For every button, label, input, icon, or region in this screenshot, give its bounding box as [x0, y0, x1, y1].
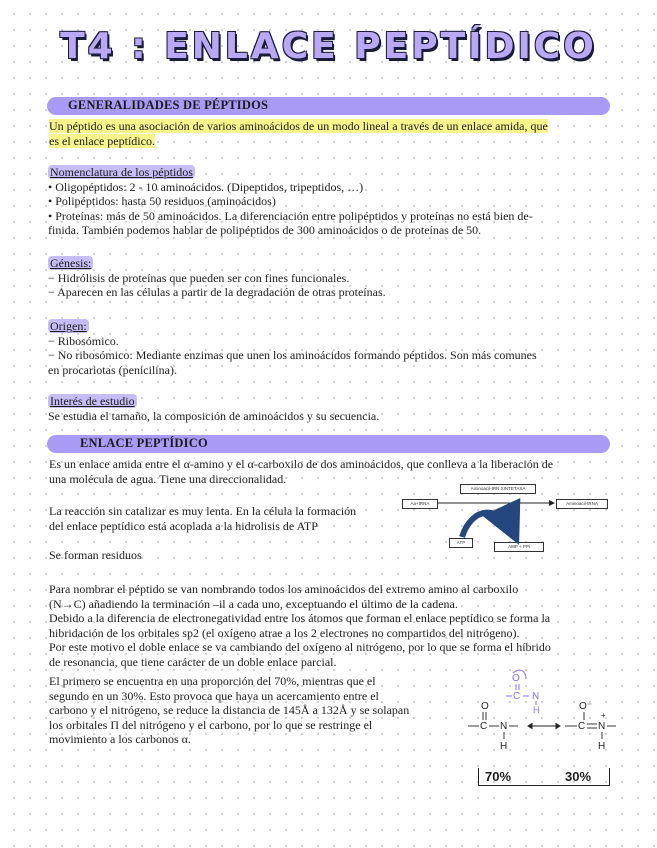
resonance-line-4: los orbitales Π del nitrógeno y el carbono, por lo que se restringe el: [49, 717, 373, 732]
enlace-intro: [49, 457, 553, 486]
origen-line-1: − Ribosómico.: [48, 333, 119, 348]
body-line-5: Por este motivo el doble enlace se va cambiando del oxígeno al nitrógeno, por lo que se forma el híbrido: [49, 640, 551, 654]
enlace-body: [49, 582, 551, 669]
s2-n: N: [598, 721, 606, 732]
body-line-3: Debido a la diferencia de electronegatividad entre los átomos que forman el enlace peptídico se forma la: [49, 611, 551, 625]
sketch-o: O: [512, 673, 520, 684]
reaction-line-1: La reacción sin catalizar es muy lenta. En la célula la formación: [49, 504, 357, 518]
reaction-text: [49, 504, 356, 533]
interes-block: [48, 394, 379, 423]
atp-label: ATP: [449, 538, 473, 548]
resonance-line-2: segundo en un 30%. Esto provoca que haya un acercamiento entre el: [49, 688, 379, 703]
nomenclatura-block: [48, 165, 533, 238]
s1-o: O: [481, 701, 489, 712]
genesis-heading: Génesis:: [50, 256, 92, 270]
origen-block: [48, 319, 537, 377]
resonance-arrow-icon: [528, 724, 560, 729]
residuos-text: Se forman residuos: [49, 548, 142, 562]
interes-line-1: Se estudia el tamaño, la composición de aminoácidos y su secuencia.: [48, 408, 380, 423]
percentage-30: 30%: [565, 769, 592, 784]
sketch-h: H: [533, 705, 540, 715]
body-line-6: de resonancia, que tiene carácter de un doble enlace parcial.: [49, 654, 337, 669]
enlace-intro-line-1: Es un enlace amida entre el α-amino y el α-carboxilo de dos aminoácidos, que conlleva a la liberación de: [49, 457, 554, 471]
resonance-text: [49, 674, 409, 747]
sketch-n: N: [532, 691, 540, 702]
reaction-diagram: [400, 484, 610, 554]
percentage-box: [478, 768, 610, 786]
genesis-line-2: − Aparecen en las células a partir de la degradación de otras proteínas.: [48, 285, 386, 299]
s2-plus: +: [601, 711, 606, 720]
origen-line-3: en procariotas (penicilina).: [48, 362, 177, 377]
page-title: T4 : ENLACE PEPTÍDICO: [60, 26, 597, 67]
resonance-line-1: El primero se encuentra en una proporción del 70%, mientras que el: [49, 674, 376, 688]
percentage-70: 70%: [485, 769, 512, 784]
genesis-line-1: − Hidrólisis de proteínas que pueden ser con fines funcionales.: [48, 270, 350, 285]
electron-shift-sketch: [506, 670, 540, 715]
section-heading-enlace: ENLACE PEPTÍDICO: [80, 436, 208, 450]
genesis-block: [48, 256, 386, 300]
structure-1: [468, 701, 518, 752]
reaction-arrows-icon: [400, 484, 610, 554]
origen-heading: Origen:: [50, 319, 87, 333]
nomenclatura-line-3: • Proteínas: más de 50 aminoácidos. La diferenciación entre polipéptidos y proteínas no está bien de-: [48, 208, 533, 223]
resonance-line-3: carbono y el nitrógeno, se reduce la distancia de 145Å a 132Å y se solapan: [49, 703, 410, 717]
section-heading-generalidades: GENERALIDADES DE PÉPTIDOS: [68, 98, 269, 112]
amp-ppi-label: AMP + PPi: [494, 542, 544, 552]
intro-line-1: Un péptido es una asociación de varios aminoácidos de un modo lineal a través de un enlace amida, que: [49, 119, 548, 133]
nomenclatura-line-4: finida. También podemos hablar de polipéptidos de 300 aminoácidos o de proteínas de 50.: [48, 223, 482, 237]
s2-c: C: [578, 721, 586, 732]
interes-heading: Interés de estudio: [50, 394, 135, 408]
sketch-c: C: [513, 691, 521, 702]
origen-line-2: − No ribosómico: Mediante enzimas que unen los aminoácidos formando péptidos. Son más comunes: [48, 348, 537, 362]
nomenclatura-line-2: • Polipéptidos: hasta 50 residuos (aminoácidos): [48, 194, 276, 208]
s1-c: C: [480, 721, 488, 732]
enlace-intro-line-2: una molécula de agua. Tiene una direccionalidad.: [49, 471, 287, 486]
s2-h: H: [598, 741, 606, 752]
body-line-2: (N→C) añadiendo la terminación –il a cada uno, exceptuando el último de la cadena.: [49, 596, 458, 611]
structure-2: [565, 701, 616, 752]
intro-paragraph: [49, 119, 548, 148]
intro-line-2: es el enlace peptídico.: [49, 133, 155, 148]
nomenclatura-heading: Nomenclatura de los péptidos: [50, 165, 193, 179]
aminoacil-trna-label: Aminoacil-tRNA: [556, 499, 608, 509]
s1-n: N: [500, 721, 508, 732]
reaction-line-2: del enlace peptídico está acoplada a la hidrolisis de ATP: [49, 518, 318, 533]
resonance-structure: [460, 665, 630, 785]
body-line-4: hibridación de los orbitales sp2 (el oxígeno atrae a los 2 electrones no compartidos del nitrógeno).: [49, 625, 520, 640]
nomenclatura-line-1: • Oligopéptidos: 2 - 10 aminoácidos. (Dipeptidos, tripeptidos, …): [48, 179, 364, 194]
body-line-1: Para nombrar el péptido se van nombrando todos los aminoácidos del extremo amino al carboxilo: [49, 582, 519, 596]
aa-trna-label: Aa+tRNA: [402, 499, 438, 509]
s2-ominus: O⁻: [579, 701, 593, 712]
enzyme-label: Aminoacil-tRN SINTETASA: [460, 484, 536, 494]
resonance-line-5: movimiento a los carbonos α.: [49, 732, 191, 746]
s1-h: H: [500, 741, 508, 752]
